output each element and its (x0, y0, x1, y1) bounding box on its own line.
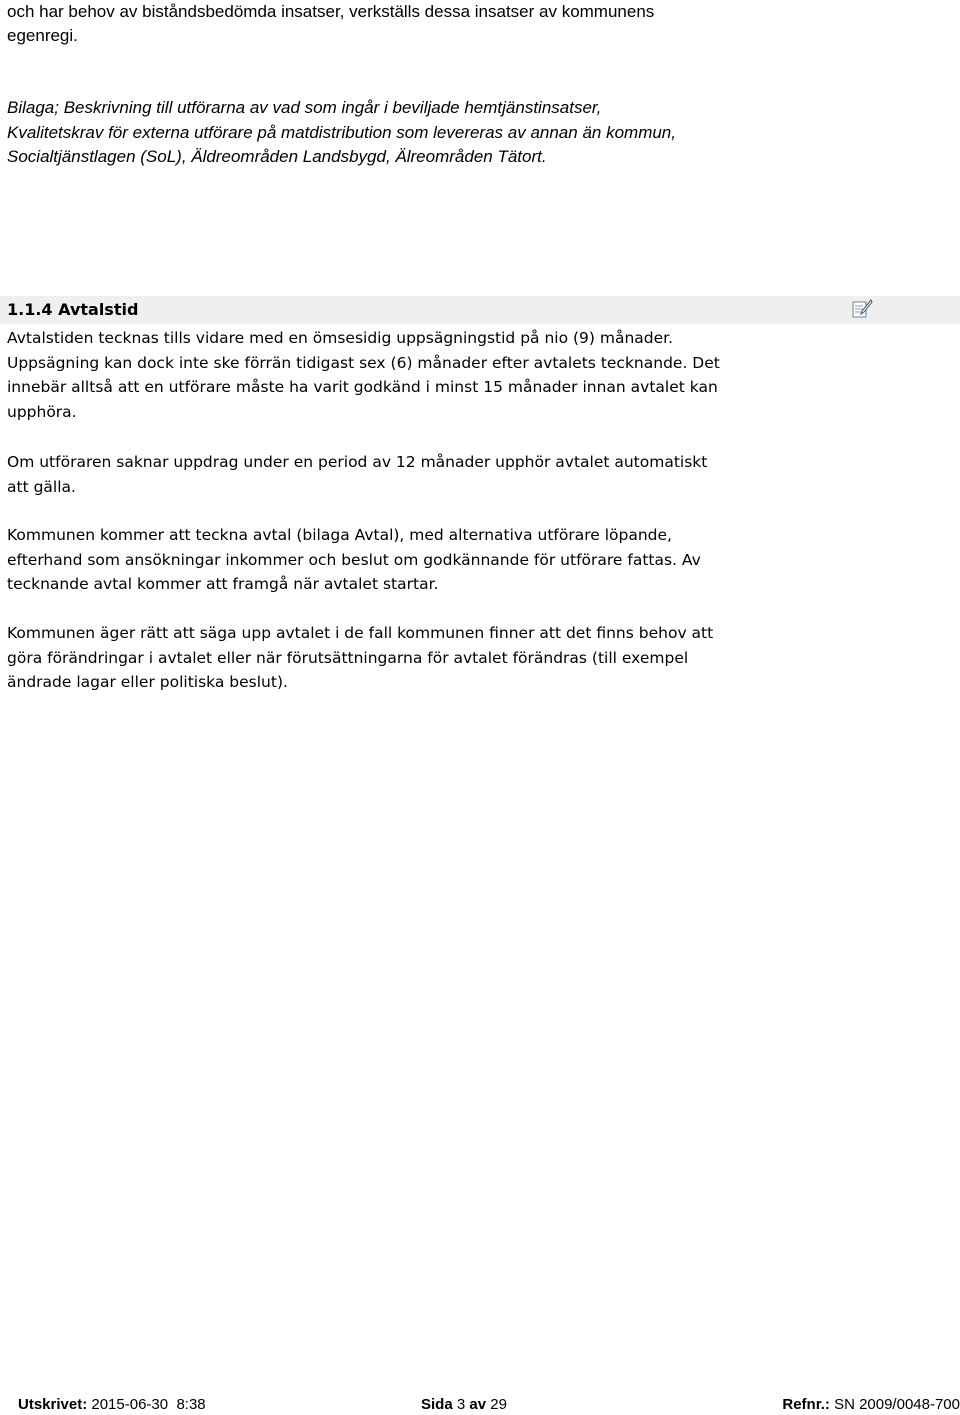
footer-page-label: Sida (421, 1396, 453, 1413)
page-footer (0, 1395, 960, 1415)
paragraph-avtalstid (7, 326, 947, 424)
paragraph-line: Uppsägning kan dock inte ske förrän tidigast sex (6) månader efter avtalets tecknande. Det (7, 353, 720, 372)
footer-reference (782, 1395, 960, 1415)
footer-page-total: 29 (490, 1396, 507, 1413)
footer-page-current: 3 (456, 1396, 466, 1413)
paragraph-uppdrag (7, 450, 947, 499)
paragraph-uppsagning (7, 621, 947, 695)
footer-ref-label: Refnr.: (782, 1396, 830, 1413)
bilaga-line: Bilaga; Beskrivning till utförarna av vad som ingår i beviljade hemtjänstinsatser, (7, 98, 602, 117)
paragraph-line: Kommunen äger rätt att säga upp avtalet i de fall kommunen finner att det finns behov att (7, 624, 714, 642)
paragraph-line: Kommunen kommer att teckna avtal (bilaga Avtal), med alternativa utförare löpande, (7, 526, 672, 544)
paragraph-line: att gälla. (7, 477, 76, 496)
paragraph-line: Om utföraren saknar uppdrag under en period av 12 månader upphör avtalet automatiskt (7, 453, 708, 471)
footer-printed (18, 1395, 206, 1415)
intro-line: egenregi. (7, 26, 78, 45)
edit-note-icon[interactable] (851, 299, 873, 319)
footer-page-number (421, 1395, 507, 1415)
section-title: 1.1.4 Avtalstid (7, 300, 139, 319)
paragraph-teckna-avtal (7, 523, 947, 597)
paragraph-line: ändrade lagar eller politiska beslut). (7, 673, 288, 691)
bilaga-line: Kvalitetskrav för externa utförare på matdistribution som levereras av annan än kommun, (7, 122, 676, 142)
footer-ref-value: SN 2009/0048-700 (834, 1396, 960, 1413)
paragraph-line: efterhand som ansökningar inkommer och beslut om godkännande för utförare fattas. Av (7, 550, 701, 569)
footer-page-sep: av (469, 1396, 487, 1413)
section-header-bar (0, 296, 960, 324)
paragraph-line: tecknande avtal kommer att framgå när avtalet startar. (7, 575, 439, 593)
bilaga-line: Socialtjänstlagen (SoL), Äldreområden Landsbygd, Älreområden Tätort. (7, 147, 547, 166)
footer-printed-label: Utskrivet: (18, 1396, 88, 1413)
paragraph-line: upphöra. (7, 402, 77, 421)
paragraph-line: Avtalstiden tecknas tills vidare med en ömsesidig uppsägningstid på nio (9) månader. (7, 329, 674, 347)
paragraph-line: göra förändringar i avtalet eller när förutsättningarna för avtalet förändras (till exempel (7, 648, 689, 667)
intro-line: och har behov av biståndsbedömda insatser, verkställs dessa insatser av kommunens (7, 2, 655, 21)
bilaga-paragraph (7, 96, 947, 170)
footer-printed-value: 2015-06-30 8:38 (91, 1396, 206, 1413)
paragraph-line: innebär alltså att en utförare måste ha varit godkänd i minst 15 månader innan avtalet kan (7, 378, 718, 396)
intro-paragraph (7, 0, 947, 48)
